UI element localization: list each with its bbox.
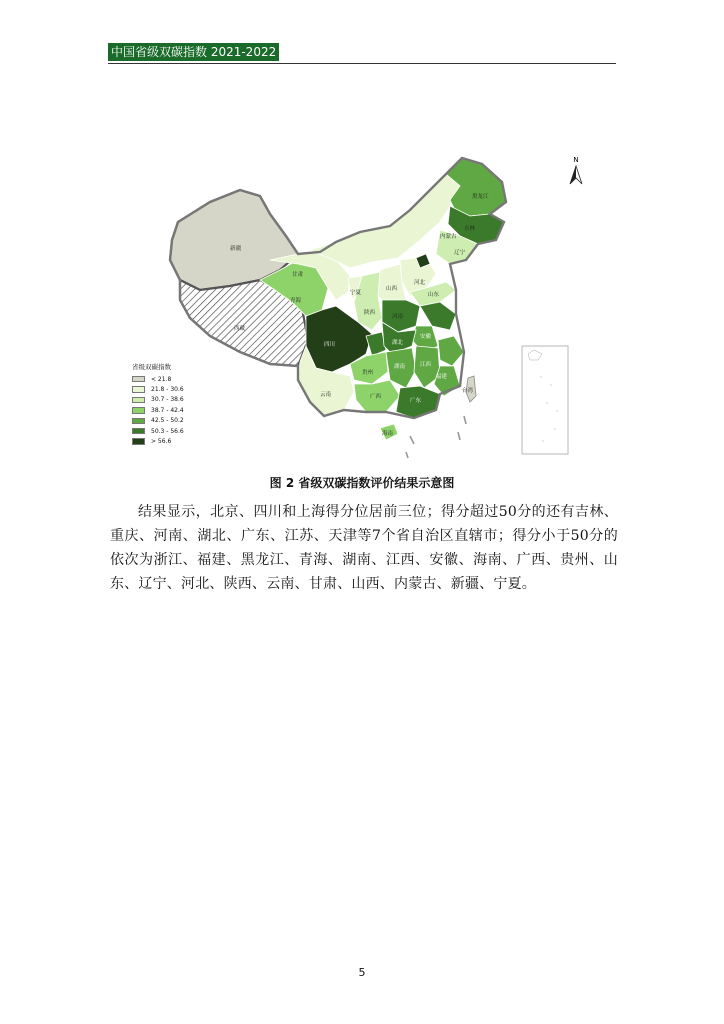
region-label: 山东 (428, 292, 440, 298)
legend-item (132, 416, 184, 426)
south-china-sea-inset (522, 346, 568, 454)
legend-swatch (132, 376, 145, 383)
region-label: 贵州 (362, 370, 374, 376)
legend-label: > 56.6 (151, 438, 172, 446)
region-label: 宁夏 (350, 290, 362, 296)
region-label: 湖北 (392, 340, 404, 346)
legend-item (132, 405, 184, 415)
figure-caption: 图 2 省级双碳指数评价结果示意图 (269, 476, 455, 490)
legend-swatch (132, 397, 145, 404)
legend-swatch (132, 386, 145, 393)
legend-label: 50.3 - 56.6 (151, 427, 184, 435)
region-label: 山西 (386, 286, 398, 292)
map-legend (132, 362, 184, 447)
region-label: 新疆 (230, 246, 242, 252)
region-label: 台湾 (462, 388, 474, 394)
region-label: 西藏 (234, 326, 246, 332)
legend-title: 省级双碳指数 (132, 363, 171, 371)
legend-item (132, 426, 184, 436)
legend-label: 21.8 - 30.6 (151, 386, 184, 394)
legend-item (132, 384, 184, 394)
nine-dash-line (406, 416, 466, 458)
region-label: 黑龙江 (472, 194, 489, 200)
region-label: 河北 (414, 280, 426, 286)
compass-label: N (573, 156, 579, 164)
legend-swatch (132, 438, 145, 445)
region-label: 四川 (324, 342, 336, 348)
running-header-title: 中国省级双碳指数 2021-2022 (108, 43, 279, 61)
legend-item (132, 436, 184, 446)
page-number: 5 (358, 966, 366, 979)
legend-swatch (132, 418, 145, 425)
legend-label: 38.7 - 42.4 (151, 406, 184, 414)
region-label: 广西 (370, 394, 382, 400)
body-paragraph: 结果显示，北京、四川和上海得分位居前三位；得分超过50分的还有吉林、重庆、河南、湖北、广东、江苏、天津等7个省自治区直辖市；得分小于50分的依次为浙江、福建、黑龙江、青海、湖南、江西、安徽、海南、广西、贵州、山东、辽宁、河北、陕西、云南、甘肃、山西、内蒙古、新疆、宁夏。 (110, 504, 618, 592)
region-label: 青海 (290, 298, 302, 304)
china-choropleth-map (110, 140, 610, 460)
region-label: 湖南 (394, 364, 406, 370)
header-rule (108, 63, 616, 64)
region-label: 陕西 (364, 310, 376, 316)
region-label: 内蒙古 (440, 234, 457, 240)
legend-label: 30.7 - 38.6 (151, 396, 184, 404)
legend-label: < 21.8 (151, 375, 172, 383)
legend-item (132, 395, 184, 405)
region-label: 海南 (382, 431, 394, 437)
region-label: 广东 (410, 398, 422, 404)
legend-item (132, 374, 184, 384)
region-label: 辽宁 (454, 250, 466, 256)
region-label: 甘肃 (292, 272, 304, 278)
map-svg (110, 140, 610, 460)
region-zhejiang (438, 336, 464, 366)
region-label: 福建 (436, 374, 448, 380)
legend-label: 42.5 - 50.2 (151, 417, 184, 425)
region-label: 江西 (420, 362, 432, 368)
north-arrow-icon (570, 166, 582, 184)
legend-swatch (132, 428, 145, 435)
region-label: 安徽 (420, 334, 432, 340)
legend-swatch (132, 407, 145, 414)
region-label: 河南 (392, 314, 404, 320)
region-label: 吉林 (464, 226, 476, 232)
region-label: 云南 (320, 392, 332, 398)
